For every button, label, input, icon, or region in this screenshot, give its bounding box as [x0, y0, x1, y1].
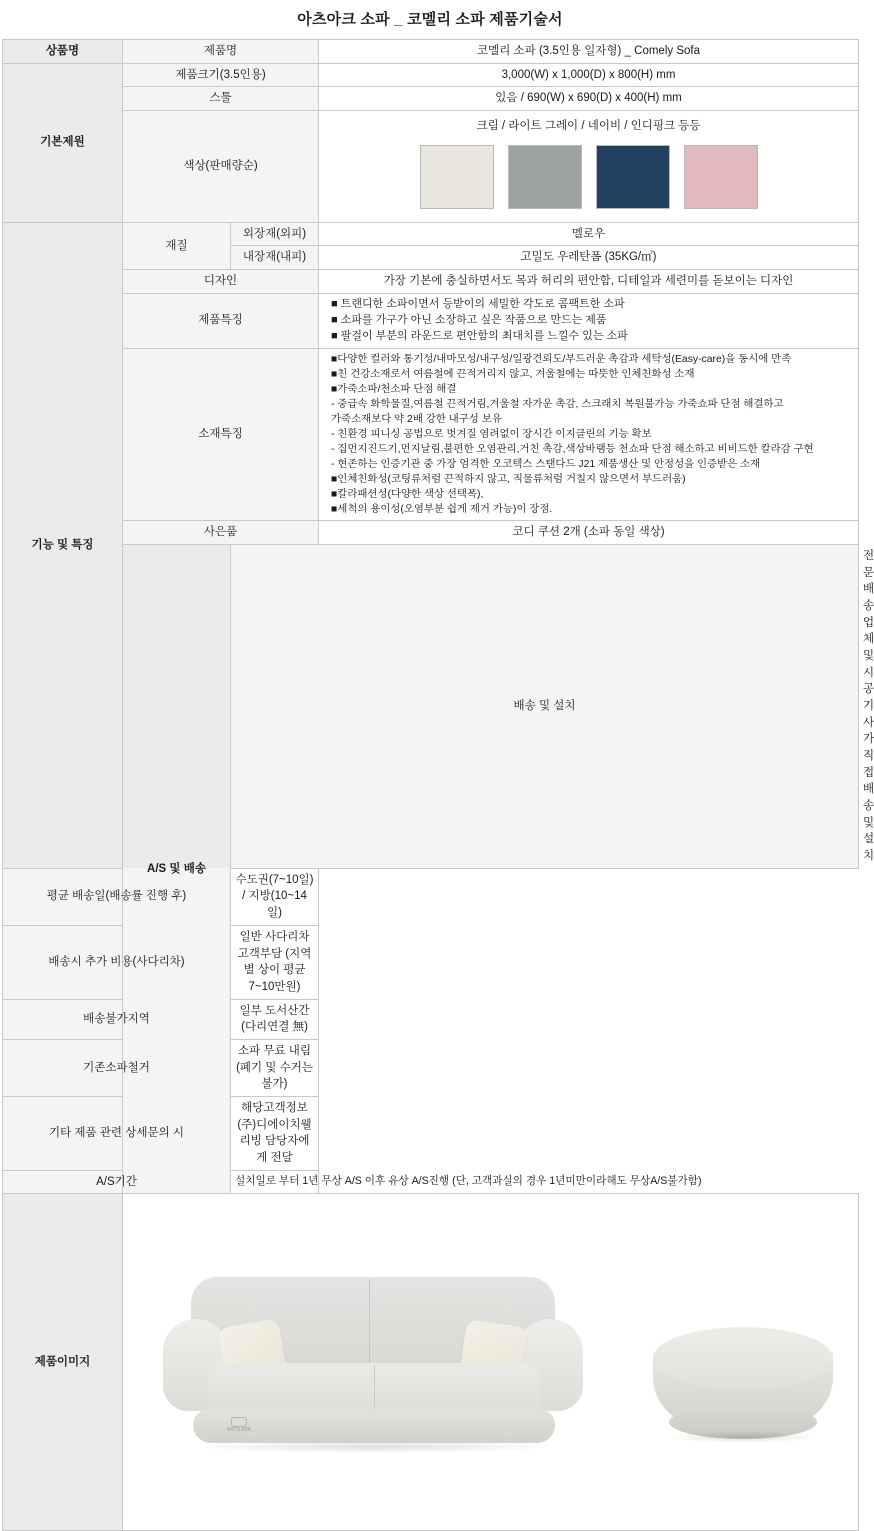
material-feature-item: - 현존하는 인증기관 중 가장 엄격한 오코텍스 스탠다드 J21 제품생산 및 안정성을 인증받은 소재 [331, 459, 761, 471]
table-row [3, 1096, 859, 1170]
row-sublabel-removal: 기존소파철거 [3, 1039, 231, 1096]
material-feature-item: ■칼라패션성(다양한 색상 선택폭), [331, 489, 484, 501]
table-row [3, 925, 859, 999]
row-value-product-feature [319, 293, 859, 348]
brand-logo-text: ARTS ARK [226, 1427, 252, 1434]
table-row [3, 1039, 859, 1096]
stool-top [653, 1327, 833, 1389]
row-sublabel-color: 색상(판매량순) [123, 111, 319, 223]
material-feature-item: ■세척의 용이성(오염부분 쉽게 제거 가능)이 장점. [331, 504, 553, 516]
row-sublabel-inner: 내장재(내피) [231, 246, 319, 270]
table-row [3, 1170, 859, 1194]
row-sublabel-avg-days: 평균 배송일(배송률 진행 후) [3, 868, 231, 925]
material-feature-item: 가죽소재보다 약 2배 강한 내구성 보유 [331, 413, 502, 425]
row-value-etc: 해당고객정보 (주)디에이치웰리빙 담당자에게 전달 [231, 1096, 319, 1170]
material-feature-item: ■가죽소파/천소파 단점 해결 [331, 383, 457, 395]
color-list-text: 크림 / 라이트 그레이 / 네이비 / 인디핑크 등등 [476, 120, 701, 133]
color-swatch-group [323, 137, 854, 219]
table-row [3, 40, 859, 64]
product-feature-item: ■ 소파를 가구가 아닌 소장하고 싶은 작품으로 만드는 제품 [331, 313, 607, 326]
material-feature-item: - 친환경 피니싱 공법으로 벗겨질 염려없이 장시간 이지클린의 기능 확보 [331, 428, 652, 440]
row-value-gift: 코디 쿠션 2개 (소파 동일 색상) [319, 521, 859, 545]
row-sublabel-material-feature: 소재특징 [123, 348, 319, 521]
row-value-material-feature [319, 348, 859, 521]
row-value-as-period: 설치일로 부터 1년 무상 A/S 이후 유상 A/S진행 (단, 고객과실의 경우 1년미만이라해도 무상A/S불가함) [231, 1170, 319, 1194]
row-value-removal: 소파 무료 내림(폐기 및 수거는 불가) [231, 1039, 319, 1096]
row-sublabel-product-feature: 제품특징 [123, 293, 319, 348]
row-label-basic-spec: 기본제원 [3, 63, 123, 222]
table-row [3, 111, 859, 223]
table-row [3, 521, 859, 545]
sofa-shadow [189, 1441, 559, 1453]
cream-swatch [420, 145, 494, 209]
row-sublabel-extra-cost: 배송시 추가 비용(사다리차) [3, 925, 231, 999]
row-value-outer: 멜로우 [319, 222, 859, 246]
stool-illustration [647, 1327, 847, 1457]
row-sublabel-stool: 스툴 [123, 87, 319, 111]
row-value-product-name: 코멜리 소파 (3.5인용 일자형) _ Comely Sofa [319, 40, 859, 64]
row-label-as-delivery: A/S 및 배송 [123, 545, 231, 1194]
row-value-inner: 고밀도 우레탄폼 (35KG/㎡) [319, 246, 859, 270]
row-value-no-delivery: 일부 도서산간(다리연결 無) [231, 999, 319, 1039]
material-feature-item: ■다양한 컬러와 통기성/내마모성/내구성/일광견뢰도/부드러운 촉감과 세탁성(Easy-care)을 동시에 만족 [331, 353, 792, 365]
table-row: A/S 및 배송 배송 및 설치 전문배송업체 및 시공기사가 직접 배송 및 설치 [3, 545, 859, 869]
row-value-color [319, 111, 859, 223]
product-image-cell [123, 1194, 859, 1531]
row-value-extra-cost: 일반 사다리차 고객부담 (지역별 상이 평균 7~10만원) [231, 925, 319, 999]
material-feature-item: ■인체친화성(코팅류처럼 끈적하지 않고, 직물류처럼 거칠지 않으면서 부드러움) [331, 474, 686, 486]
material-feature-item: - 집먼지진드기,먼지날림,불편한 오염관리,거친 촉감,색상바램등 천쇼파 단점 해소하고 비비드한 칼라감 구현 [331, 443, 814, 455]
brand-logo [221, 1417, 257, 1435]
row-sublabel-as-period: A/S기간 [3, 1170, 231, 1194]
material-feature-item: ■친 건강소재로서 여름철에 끈적거리지 않고, 겨울철에는 따뜻한 인체친화성 소재 [331, 368, 695, 380]
row-sublabel-design: 디자인 [123, 270, 319, 294]
table-row [3, 270, 859, 294]
stool-shadow [665, 1431, 821, 1443]
table-row [3, 999, 859, 1039]
table-row [3, 1194, 859, 1531]
product-feature-item: ■ 팔걸이 부분의 라운드로 편안함의 최대치를 느낄수 있는 소파 [331, 329, 628, 342]
row-sublabel-etc: 기타 제품 관련 상세문의 시 [3, 1096, 231, 1170]
brand-logo-badge [231, 1417, 247, 1427]
row-sublabel-no-delivery: 배송불가지역 [3, 999, 231, 1039]
row-label-product-image: 제품이미지 [3, 1194, 123, 1531]
table-row [3, 222, 859, 246]
page-title: 아츠아크 소파 _ 코멜리 소파 제품기술서 [297, 11, 563, 28]
spec-table [2, 39, 874, 1531]
material-feature-item: - 중급속 화학물질,여름철 끈적거림,겨울철 자가운 촉감, 스크래치 복원불가능 가죽쇼파 단점 해결하고 [331, 398, 784, 410]
row-sublabel-size: 제품크기(3.5인용) [123, 63, 319, 87]
row-label-feature: 기능 및 특징 [3, 222, 123, 868]
product-image-canvas [127, 1197, 854, 1527]
indi-pink-swatch [684, 145, 758, 209]
row-label-product-name: 상품명 [3, 40, 123, 64]
row-sublabel-product-name: 제품명 [123, 40, 319, 64]
light-grey-swatch [508, 145, 582, 209]
navy-swatch [596, 145, 670, 209]
table-row [3, 868, 859, 925]
row-value-size: 3,000(W) x 1,000(D) x 800(H) mm [319, 63, 859, 87]
row-value-stool: 있음 / 690(W) x 690(D) x 400(H) mm [319, 87, 859, 111]
sofa-backrest-seam [369, 1279, 370, 1371]
row-sublabel-gift: 사은품 [123, 521, 319, 545]
row-sublabel-outer: 외장재(외피) [231, 222, 319, 246]
product-feature-item: ■ 트랜디한 소파이면서 등받이의 세밀한 각도로 콤팩트한 소파 [331, 297, 625, 310]
row-sublabel-delivery-install: 배송 및 설치 [231, 545, 859, 869]
table-row [3, 293, 859, 348]
sofa-illustration [163, 1267, 583, 1457]
row-sublabel-material: 재질 [123, 222, 231, 269]
row-value-design: 가장 기본에 충실하면서도 목과 허리의 편안함, 디테일과 세련미를 돋보이는 디자인 [319, 270, 859, 294]
table-row [3, 87, 859, 111]
table-row [3, 348, 859, 521]
row-value-avg-days: 수도권(7~10일) / 지방(10~14일) [231, 868, 319, 925]
table-row [3, 63, 859, 87]
